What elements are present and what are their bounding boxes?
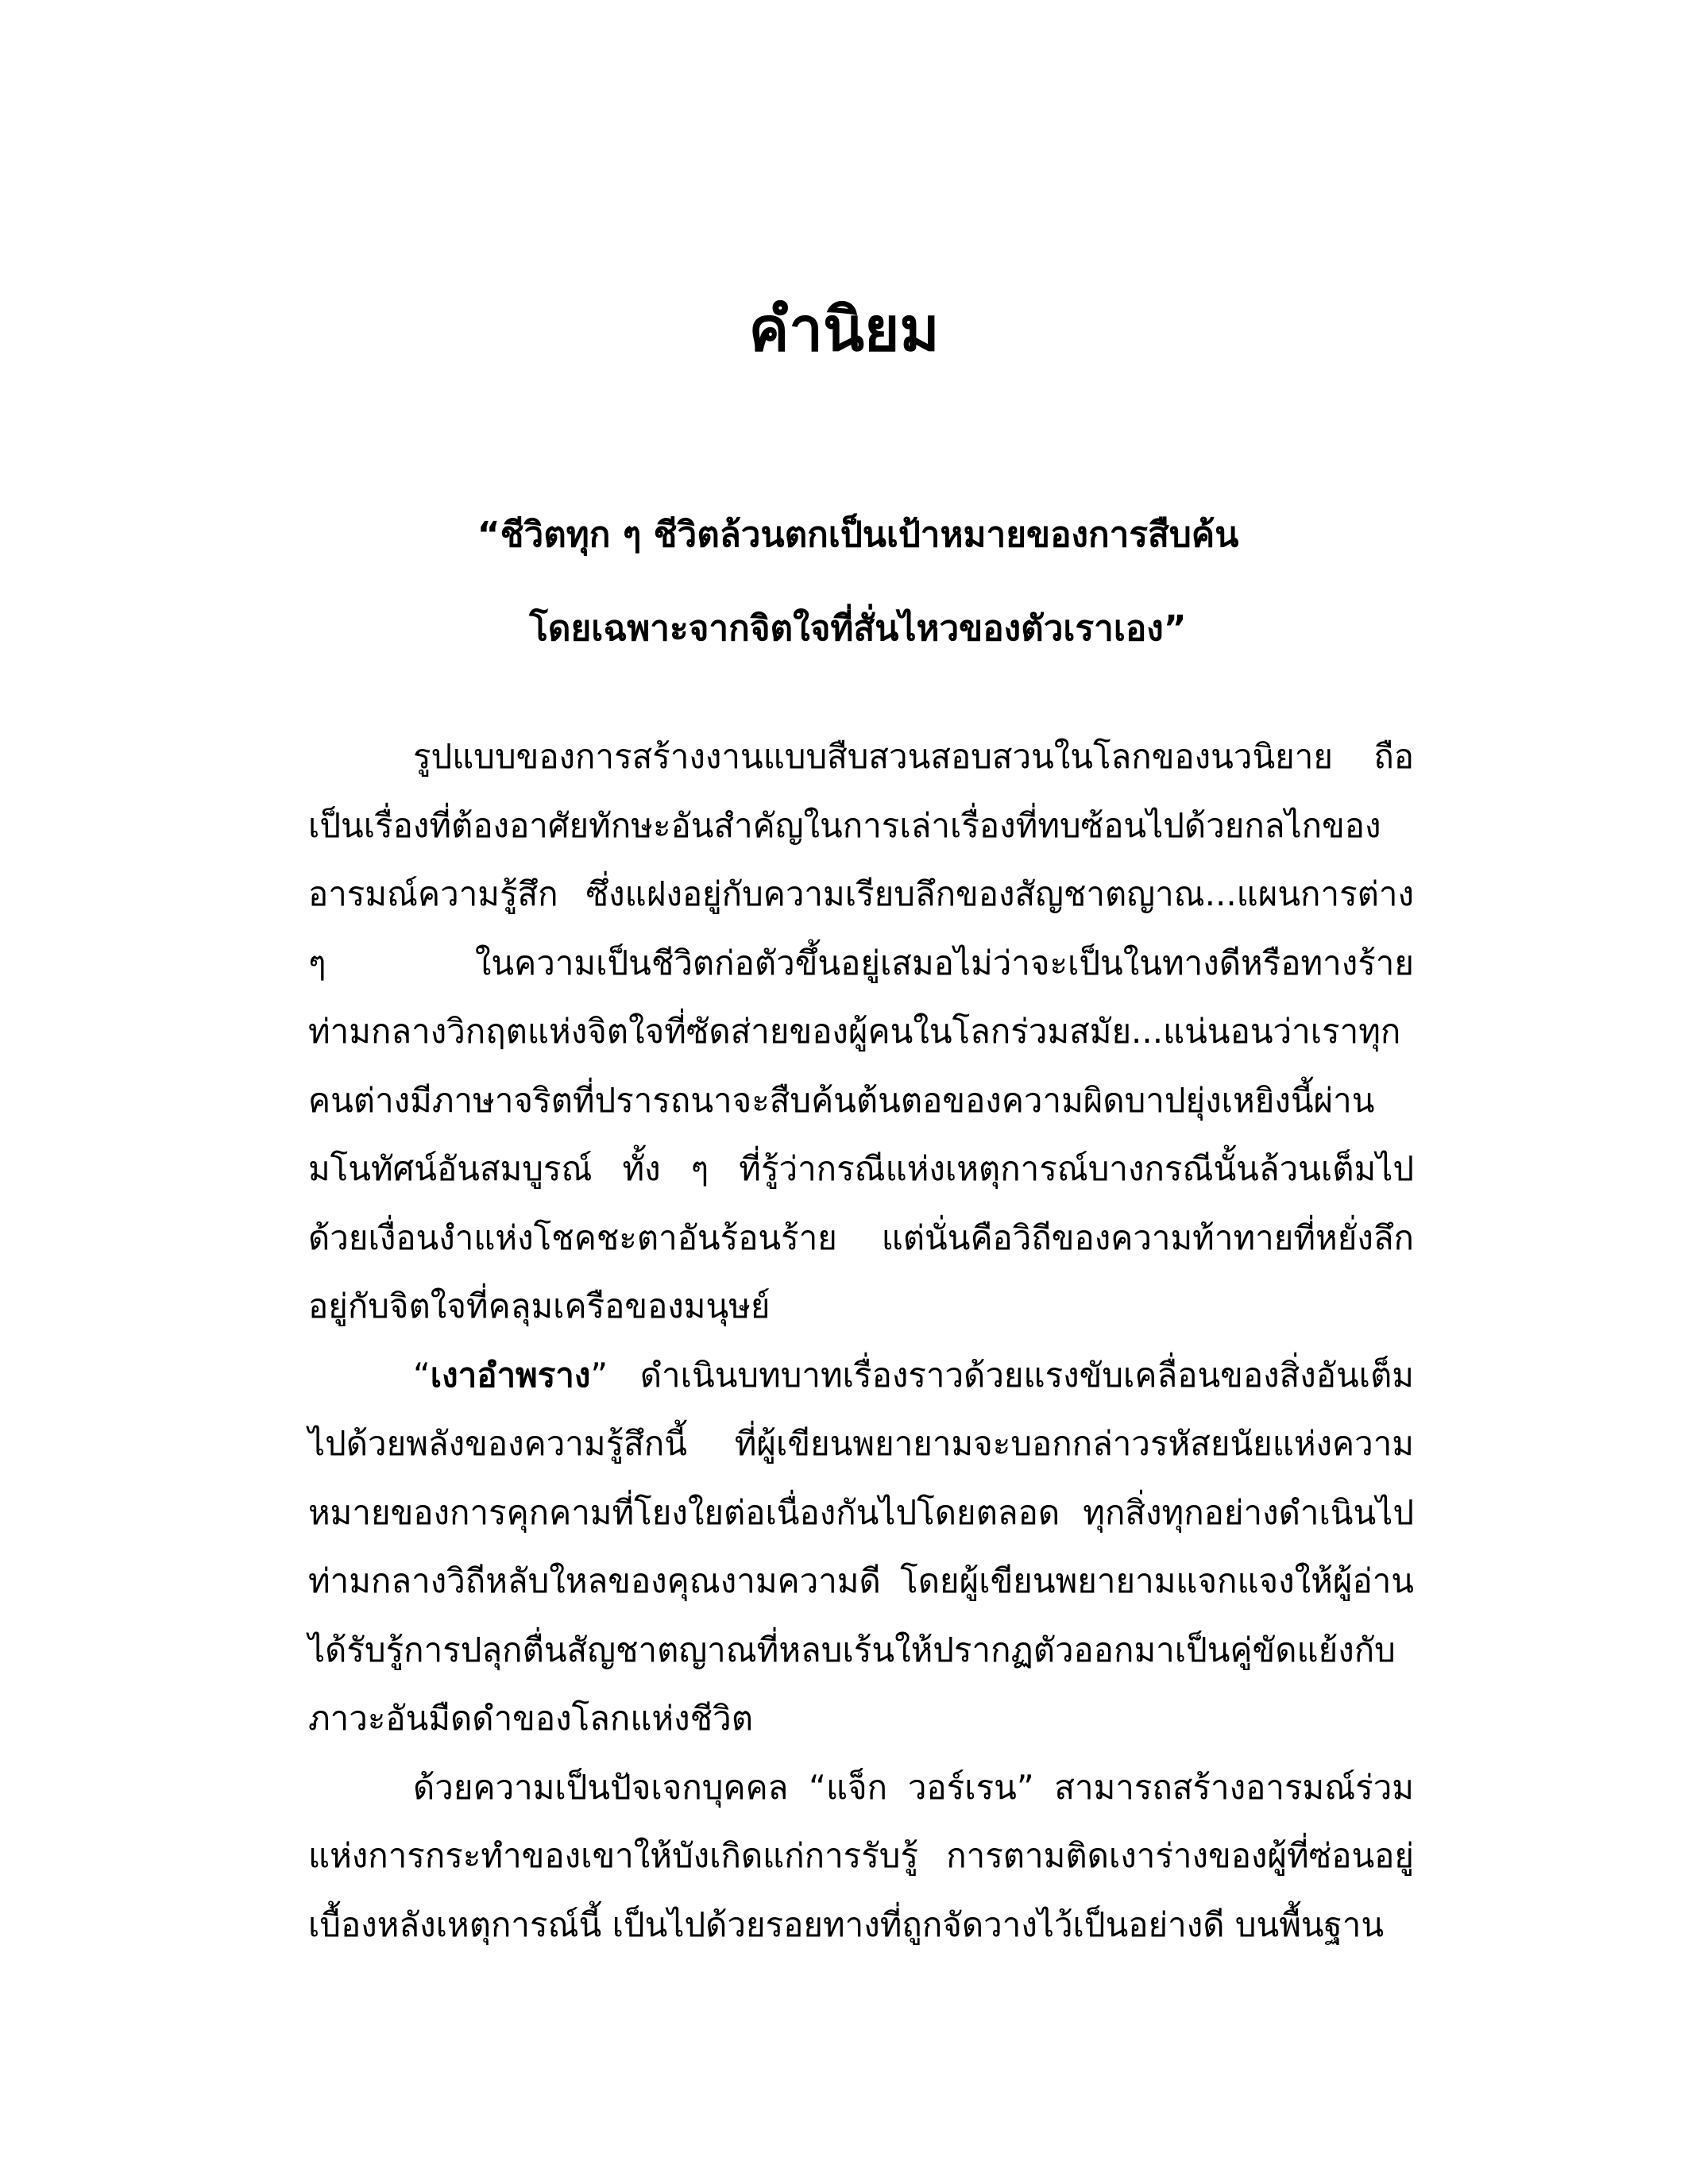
page-title: คำนิยม	[748, 294, 940, 365]
body-text	[308, 723, 1414, 1959]
epigraph-line-1: “ชีวิตทุก ๆ ชีวิตล้วนตกเป็นเป้าหมายของการสืบค้น	[477, 515, 1239, 555]
book-title-term: เงาอำพราง	[430, 1355, 591, 1395]
paragraph-2	[308, 1341, 1414, 1754]
epigraph-line-2: โดยเฉพาะจากจิตใจที่สั่นไหวของตัวเราเอง”	[529, 608, 1187, 649]
epigraph-quote	[302, 488, 1414, 676]
paragraph-2-rest: ” ดำเนินบทบาทเรื่องราวด้วยแรงขับเคลื่อนของสิ่งอันเต็มไปด้วยพลังของความรู้สึกนี้ ที่ผู้เขียนพยายามจะบอกกล่าวรหัสยนัยแห่งความหมายของการคุกคามที่โยงใยต่อเนื่องกันไปโดยตลอด ทุกสิ่งทุกอย่างดำเนินไปท่ามกลางวิถีหลับใหลของคุณงามความดี โดยผู้เขียนพยายามแจกแจงให้ผู้อ่านได้รับรู้การปลุกตื่นสัญชาตญาณที่หลบเร้นให้ปรากฏตัวออกมาเป็นคู่ขัดแย้งกับภาวะอันมืดดำของโลกแห่งชีวิต	[308, 1355, 1414, 1738]
open-quote: “	[413, 1355, 431, 1395]
paragraph-1: รูปแบบของการสร้างงานแบบสืบสวนสอบสวนในโลกของนวนิยาย ถือเป็นเรื่องที่ต้องอาศัยทักษะอันสำคัญในการเล่าเรื่องที่ทบซ้อนไปด้วยกลไกของอารมณ์ความรู้สึก ซึ่งแฝงอยู่กับความเรียบลึกของสัญชาตญาณ...แผนการต่าง ๆ ในความเป็นชีวิตก่อตัวขึ้นอยู่เสมอไม่ว่าจะเป็นในทางดีหรือทางร้ายท่ามกลางวิกฤตแห่งจิตใจที่ซัดส่ายของผู้คนในโลกร่วมสมัย...แน่นอนว่าเราทุกคนต่างมีภาษาจริตที่ปรารถนาจะสืบค้นต้นตอของความผิดบาปยุ่งเหยิงนี้ผ่านมโนทัศน์อันสมบูรณ์ ทั้ง ๆ ที่รู้ว่ากรณีแห่งเหตุการณ์บางกรณีนั้นล้วนเต็มไปด้วยเงื่อนงำแห่งโชคชะตาอันร้อนร้าย แต่นั่นคือวิถีของความท้าทายที่หยั่งลึกอยู่กับจิตใจที่คลุมเครือของมนุษย์	[308, 737, 1414, 1325]
paragraph-3: ด้วยความเป็นปัจเจกบุคคล “แจ็ก วอร์เรน” สามารถสร้างอารมณ์ร่วมแห่งการกระทำของเขาให้บังเกิดแก่การรับรู้ การตามติดเงาร่างของผู้ที่ซ่อนอยู่เบื้องหลังเหตุการณ์นี้ เป็นไปด้วยรอยทางที่ถูกจัดวางไว้เป็นอย่างดี บนพื้นฐาน	[308, 1767, 1414, 1944]
